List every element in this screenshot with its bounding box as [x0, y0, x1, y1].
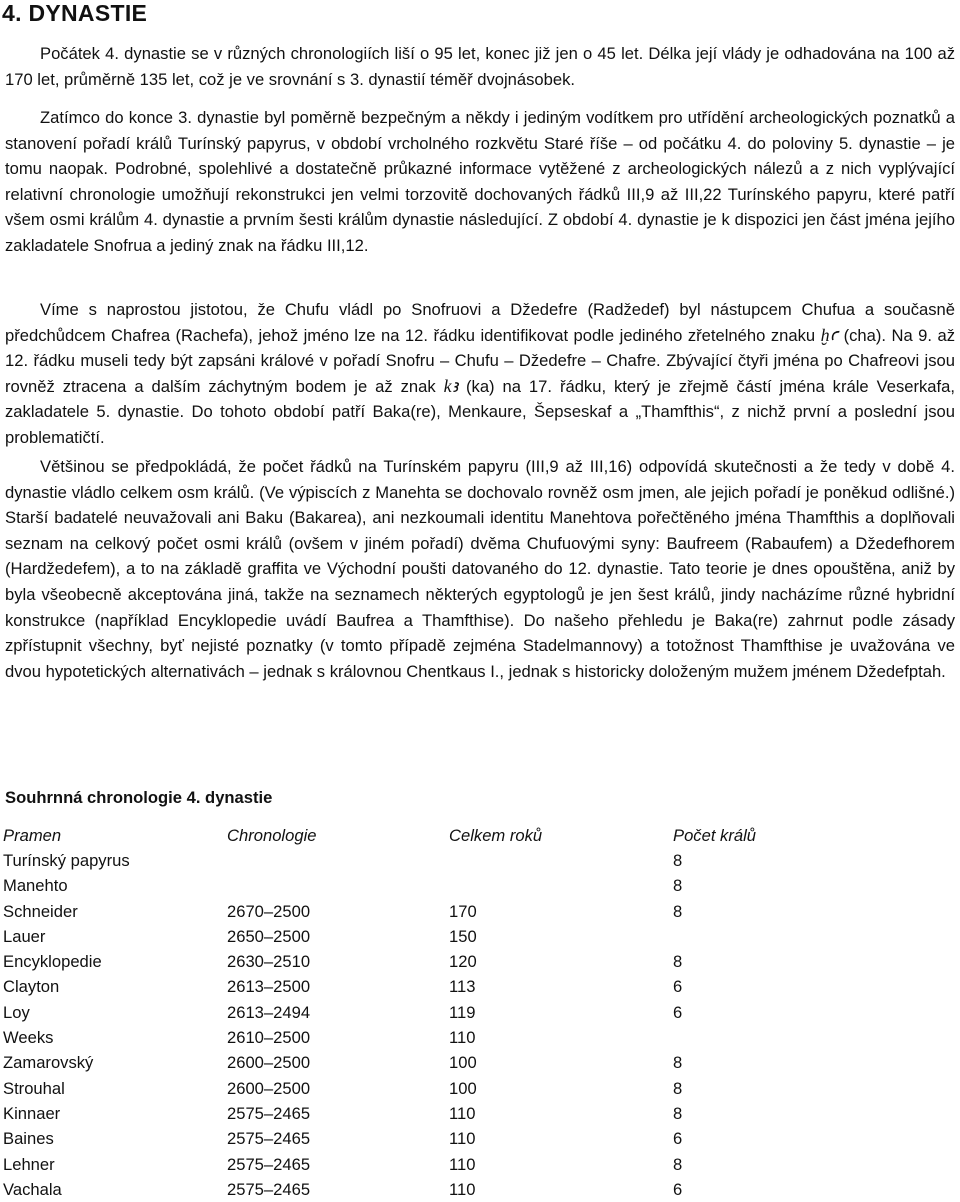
- cell-source: Loy: [3, 1002, 30, 1022]
- table-row: [3, 1076, 773, 1101]
- paragraph-3-text-c: (ka) na 17. řádku, který je zřejmě částí jména krále Veserkafa, zakladatele 5. dynastie. Do tohoto období patří Baka(re), Menkaure, Šepseskaf a „Thamfthis“, z nichž první a poslední jsou problematičtí.: [5, 376, 955, 447]
- table-row: [3, 1152, 773, 1177]
- cell-total-years: 110: [449, 1154, 476, 1174]
- cell-king-count: 6: [673, 1129, 683, 1149]
- cell-total-years: 110: [449, 1129, 476, 1149]
- cell-source: Schneider: [3, 901, 78, 921]
- paragraph-3-text-a: Víme s naprostou jistotou, že Chufu vládl po Snofruovi a Džedefre (Radžedef) byl nástupcem Chufua a současně předchůdcem Chafrea (Rachefa), jehož jméno lze na 12. řádku identifikovat podle jediného zřetelného znaku: [5, 300, 955, 345]
- cell-king-count: 8: [673, 901, 683, 921]
- header-king-count: Počet králů: [673, 825, 757, 845]
- cell-chronology: 2650–2500: [227, 926, 311, 946]
- page-title: 4. DYNASTIE: [2, 0, 148, 26]
- cell-king-count: 8: [673, 1103, 683, 1123]
- cell-king-count: [673, 924, 773, 949]
- cell-source: Turínský papyrus: [3, 850, 130, 870]
- cell-source: Clayton: [3, 977, 60, 997]
- table-row: [3, 1177, 773, 1202]
- table-row: [3, 924, 773, 949]
- header-source: Pramen: [3, 825, 62, 845]
- cell-king-count: 6: [673, 1002, 683, 1022]
- header-chronology: Chronologie: [227, 825, 317, 845]
- table-row: [3, 1051, 773, 1076]
- cell-total-years: 150: [449, 926, 477, 946]
- cell-source: Manehto: [3, 876, 68, 896]
- table-row: [3, 949, 773, 974]
- cell-king-count: 8: [673, 1053, 683, 1073]
- cell-total-years: [449, 874, 673, 899]
- cell-chronology: 2613–2500: [227, 977, 311, 997]
- cell-king-count: [673, 1025, 773, 1050]
- summary-heading: Souhrnná chronologie 4. dynastie: [5, 788, 273, 807]
- cell-king-count: 8: [673, 876, 683, 896]
- cell-total-years: 120: [449, 952, 477, 972]
- table-row: [3, 1101, 773, 1126]
- cell-total-years: 113: [449, 977, 476, 997]
- cell-king-count: 8: [673, 1154, 683, 1174]
- table-header-row: [3, 823, 773, 848]
- cell-total-years: 110: [449, 1179, 476, 1199]
- header-total-years: Celkem roků: [449, 825, 543, 845]
- cell-chronology: 2613–2494: [227, 1002, 311, 1022]
- paragraph-2: Zatímco do konce 3. dynastie byl poměrně bezpečným a někdy i jediným vodítkem pro utřídění archeologických poznatků a stanovení pořadí králů Turínský papyrus, v období vrcholného rozkvětu Staré říše – od počátku 4. do poloviny 5. dynastie – je tomu naopak. Podrobné, spolehlivé a dostatečně průkazné informace vytěžené z archeologických nálezů a z nich vyplývající relativní chronologie umožňují rekonstrukci jen velmi torzovitě dochovaných řádků III,9 až III,22 Turínského papyru, které patří všem osmi králům 4. dynastie a prvním šesti králům dynastie následující. Z období 4. dynastie je k dispozici jen část jména jejího zakladatele Snofrua a jediný znak na řádku III,12.: [5, 108, 955, 255]
- cell-chronology: [227, 848, 449, 873]
- cell-chronology: 2575–2465: [227, 1129, 311, 1149]
- cell-total-years: 110: [449, 1028, 476, 1048]
- table-body: [3, 848, 773, 1202]
- cell-chronology: 2670–2500: [227, 901, 311, 921]
- cell-source: Zamarovský: [3, 1053, 94, 1073]
- cell-source: Baines: [3, 1129, 54, 1149]
- cell-source: Strouhal: [3, 1078, 65, 1098]
- cell-chronology: 2630–2510: [227, 952, 311, 972]
- cell-source: Lauer: [3, 926, 46, 946]
- paragraph-3-text-b: (cha). Na 9. až 12. řádku museli tedy být zapsáni králové v pořadí Snofru – Chufu – Džedefre – Chafre. Zbývající čtyři jména po Chafreovi jsou rovněž ztracena a dalším záchytným bodem je až znak: [5, 325, 955, 396]
- cell-total-years: 110: [449, 1103, 476, 1123]
- chronology-table: [3, 823, 773, 1202]
- table-row: [3, 848, 773, 873]
- cell-source: Lehner: [3, 1154, 55, 1174]
- cell-king-count: 8: [673, 952, 683, 972]
- cell-chronology: 2575–2465: [227, 1103, 311, 1123]
- cell-total-years: [449, 848, 673, 873]
- cell-total-years: 100: [449, 1053, 477, 1073]
- cell-source: Vachala: [3, 1179, 62, 1199]
- hieroglyph-transliteration-kha: ḫꜥ: [820, 324, 839, 345]
- cell-source: Encyklopedie: [3, 952, 102, 972]
- table-row: [3, 1025, 773, 1050]
- table-row: [3, 874, 773, 899]
- cell-chronology: 2575–2465: [227, 1154, 311, 1174]
- cell-source: Kinnaer: [3, 1103, 61, 1123]
- cell-chronology: 2575–2465: [227, 1179, 311, 1199]
- paragraph-3: [5, 297, 955, 451]
- table-row: [3, 975, 773, 1000]
- paragraph-1: Počátek 4. dynastie se v různých chronologiích liší o 95 let, konec již jen o 45 let. Délka její vlády je odhadována na 100 až 170 let, průměrně 135 let, což je ve srovnání s 3. dynastií téměř dvojnásobek.: [5, 44, 955, 89]
- paragraph-4: Většinou se předpokládá, že počet řádků na Turínském papyru (III,9 až III,16) odpovídá skutečnosti a že tedy v době 4. dynastie vládlo celkem osm králů. (Ve výpiscích z Manehta se dochovalo rovněž osm jmen, ale jejich pořadí je poněkud odlišné.) Starší badatelé neuvažovali ani Baku (Bakarea), ani nezkoumali identitu Manehtova pořečtěného jména Thamfthis a doplňovali seznam na celkový počet osmi králů (ovšem v jiném pořadí) dvěma Chufuovými syny: Baufreem (Rabaufem) a Džedefhorem (Hardžedefem), a to na základě graffita ve Východní poušti datovaného do 12. dynastie. Tato teorie je dnes opouštěna, aniž by byla všeobecně akceptována jiná, takže na seznamech některých egyptologů je jen šest králů, jindy nacházíme různé hybridní konstrukce (například Encyklopedie uvádí Baufrea a Thamfthise). Do našeho přehledu je Baka(re) zahrnut podle zásady zpřístupnit všechny, byť nejisté poznatky (v tomto případě zejména Stadelmannovy) a totožnost Thamfthise je uvažována ve dvou hypotetických alternativách – jednak s královnou Chentkaus I., jednak s historicky doloženým mužem jménem Džedefptah.: [5, 457, 955, 681]
- cell-king-count: 6: [673, 977, 683, 997]
- table-row: [3, 899, 773, 924]
- cell-total-years: 100: [449, 1078, 477, 1098]
- table-row: [3, 1127, 773, 1152]
- cell-chronology: 2600–2500: [227, 1053, 311, 1073]
- cell-chronology: [227, 874, 449, 899]
- cell-king-count: 6: [673, 1179, 683, 1199]
- cell-total-years: 170: [449, 901, 477, 921]
- cell-king-count: 8: [673, 850, 683, 870]
- cell-chronology: 2610–2500: [227, 1028, 311, 1048]
- cell-king-count: 8: [673, 1078, 683, 1098]
- cell-source: Weeks: [3, 1028, 54, 1048]
- cell-chronology: 2600–2500: [227, 1078, 311, 1098]
- hieroglyph-transliteration-ka: kꜣ: [443, 375, 459, 396]
- table-row: [3, 1000, 773, 1025]
- cell-total-years: 119: [449, 1002, 476, 1022]
